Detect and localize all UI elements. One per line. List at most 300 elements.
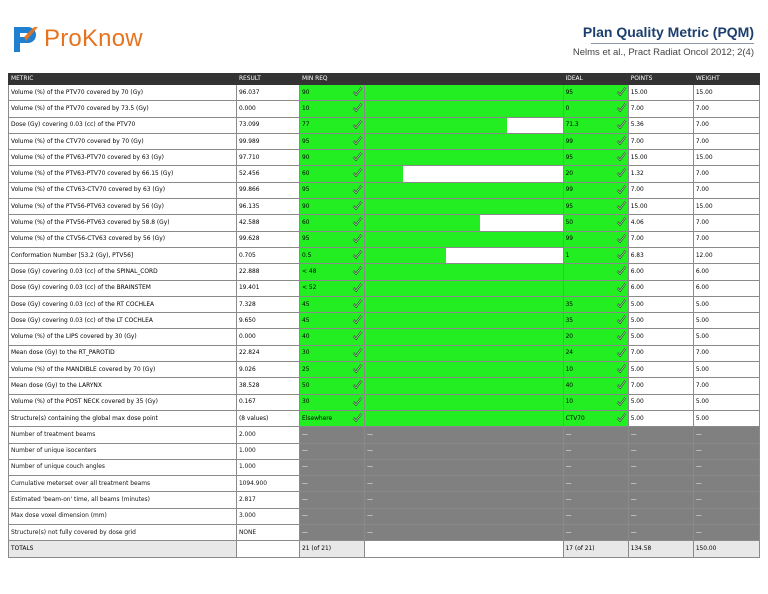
check-icon: [352, 233, 363, 244]
weight-cell: 5.00: [693, 313, 759, 329]
min-req-cell: [300, 166, 365, 182]
min-req-value: 90: [302, 203, 310, 210]
weight-cell: 15.00: [693, 150, 759, 166]
totals-result: [236, 541, 299, 557]
ideal-value: 99: [565, 138, 574, 145]
min-req-value: Elsewhere: [302, 415, 333, 422]
ideal-value: 99: [565, 187, 574, 194]
result-cell: 9.650: [236, 313, 299, 329]
check-icon: [352, 216, 363, 227]
metric-cell: Structure(s) containing the global max dose point: [9, 410, 237, 426]
ideal-value: 35: [565, 317, 574, 324]
weight-cell: 5.00: [693, 410, 759, 426]
metric-cell: Volume (%) of the PTV56-PTV63 covered by 56 (Gy): [9, 199, 237, 215]
result-cell: 96.037: [236, 85, 299, 101]
result-cell: 22.888: [236, 264, 299, 280]
score-bar-cell: —: [365, 492, 563, 508]
table-row: [9, 85, 760, 101]
check-icon: [352, 265, 363, 276]
weight-cell: —: [693, 443, 759, 459]
ideal-cell: [563, 101, 628, 117]
weight-cell: 7.00: [693, 231, 759, 247]
score-bar-fill: [365, 378, 562, 393]
points-cell: 5.00: [628, 313, 693, 329]
ideal-cell: —: [563, 459, 628, 475]
min-req-cell: [300, 296, 365, 312]
score-bar-cell: [365, 166, 563, 182]
result-cell: 19.401: [236, 280, 299, 296]
score-bar-fill: [365, 281, 562, 296]
score-bar-fill: [365, 346, 562, 361]
points-cell: 7.00: [628, 231, 693, 247]
table-row: [9, 345, 760, 361]
min-req-value: < 48: [302, 268, 317, 275]
result-cell: 0.705: [236, 247, 299, 263]
result-cell: 42.588: [236, 215, 299, 231]
table-row: [9, 362, 760, 378]
weight-cell: 7.00: [693, 101, 759, 117]
table-row: [9, 101, 760, 117]
ideal-cell: [563, 247, 628, 263]
score-bar-fill: [365, 150, 562, 165]
metric-cell: Number of unique couch angles: [9, 459, 237, 475]
points-cell: —: [628, 476, 693, 492]
score-bar-cell: [365, 215, 563, 231]
weight-cell: —: [693, 508, 759, 524]
check-icon: [616, 363, 627, 374]
ideal-cell: [563, 378, 628, 394]
ideal-cell: [563, 166, 628, 182]
check-icon: [616, 135, 627, 146]
points-cell: 4.06: [628, 215, 693, 231]
weight-cell: 7.00: [693, 215, 759, 231]
weight-cell: 6.00: [693, 264, 759, 280]
check-icon: [352, 184, 363, 195]
check-icon: [616, 184, 627, 195]
col-ideal: IDEAL: [563, 74, 628, 85]
points-cell: 15.00: [628, 199, 693, 215]
points-cell: 7.00: [628, 101, 693, 117]
ideal-cell: [563, 182, 628, 198]
score-bar-cell: [365, 362, 563, 378]
weight-cell: 7.00: [693, 117, 759, 133]
score-bar-fill: [365, 134, 562, 149]
min-req-cell: [300, 150, 365, 166]
info-row: [9, 427, 760, 443]
info-row: [9, 443, 760, 459]
check-icon: [352, 119, 363, 130]
metric-cell: Mean dose (Gy) to the RT_PAROTID: [9, 345, 237, 361]
min-req-value: 30: [302, 350, 310, 357]
check-icon: [616, 151, 627, 162]
check-icon: [616, 233, 627, 244]
ideal-cell: —: [563, 492, 628, 508]
score-bar-cell: [365, 117, 563, 133]
min-req-cell: —: [300, 525, 365, 541]
ideal-cell: [563, 264, 628, 280]
metric-cell: Volume (%) of the PTV70 covered by 73.5 (Gy): [9, 101, 237, 117]
min-req-value: 40: [302, 334, 310, 341]
score-bar-cell: —: [365, 508, 563, 524]
col-min-req: MIN REQ: [300, 74, 365, 85]
check-icon: [352, 412, 363, 423]
check-icon: [616, 200, 627, 211]
ideal-value: 20: [565, 171, 574, 178]
points-cell: 7.00: [628, 182, 693, 198]
score-bar-cell: —: [365, 525, 563, 541]
metric-cell: Number of unique isocenters: [9, 443, 237, 459]
weight-cell: —: [693, 525, 759, 541]
score-bar-fill: [365, 183, 562, 198]
metric-cell: Volume (%) of the CTV63-CTV70 covered by 63 (Gy): [9, 182, 237, 198]
check-icon: [616, 412, 627, 423]
score-bar-fill: [365, 313, 562, 328]
metric-cell: Volume (%) of the CTV56-CTV63 covered by 56 (Gy): [9, 231, 237, 247]
weight-cell: 7.00: [693, 345, 759, 361]
min-req-value: 25: [302, 366, 310, 373]
weight-cell: —: [693, 459, 759, 475]
check-icon: [352, 330, 363, 341]
min-req-cell: [300, 85, 365, 101]
result-cell: 7.328: [236, 296, 299, 312]
min-req-cell: [300, 117, 365, 133]
score-bar-cell: [365, 378, 563, 394]
min-req-value: 60: [302, 220, 310, 227]
totals-bar: [365, 541, 563, 557]
metric-cell: Dose (Gy) covering 0.03 (cc) of the RT COCHLEA: [9, 296, 237, 312]
totals-row: [9, 541, 760, 557]
check-icon: [352, 363, 363, 374]
min-req-cell: [300, 231, 365, 247]
result-cell: 97.710: [236, 150, 299, 166]
score-bar-cell: [365, 296, 563, 312]
metric-cell: Max dose voxel dimension (mm): [9, 508, 237, 524]
ideal-cell: [563, 280, 628, 296]
weight-cell: 6.00: [693, 280, 759, 296]
table-row: [9, 313, 760, 329]
check-icon: [616, 379, 627, 390]
table-row: [9, 280, 760, 296]
metric-cell: Dose (Gy) covering 0.03 (cc) of the BRAINSTEM: [9, 280, 237, 296]
metric-cell: Volume (%) of the PTV70 covered by 70 (Gy): [9, 85, 237, 101]
ideal-cell: —: [563, 476, 628, 492]
result-cell: 1094.900: [236, 476, 299, 492]
min-req-value: 45: [302, 301, 310, 308]
weight-cell: 5.00: [693, 329, 759, 345]
score-bar-fill: [365, 85, 562, 100]
pqm-table: [8, 73, 760, 558]
points-cell: 5.36: [628, 117, 693, 133]
min-req-cell: —: [300, 476, 365, 492]
points-cell: —: [628, 427, 693, 443]
score-bar-fill: [365, 264, 562, 279]
points-cell: 7.00: [628, 133, 693, 149]
check-icon: [616, 330, 627, 341]
score-bar-cell: [365, 150, 563, 166]
result-cell: 2.000: [236, 427, 299, 443]
points-cell: —: [628, 525, 693, 541]
score-bar-fill: [365, 215, 480, 230]
ideal-value: 95: [565, 89, 574, 96]
col-metric: METRIC: [9, 74, 237, 85]
points-cell: 5.00: [628, 329, 693, 345]
score-bar-cell: —: [365, 459, 563, 475]
points-cell: 5.00: [628, 362, 693, 378]
table-row: [9, 117, 760, 133]
ideal-cell: [563, 215, 628, 231]
metric-cell: Volume (%) of the CTV70 covered by 70 (Gy): [9, 133, 237, 149]
header-divider: [591, 43, 754, 44]
points-cell: 5.00: [628, 394, 693, 410]
weight-cell: —: [693, 492, 759, 508]
check-icon: [616, 282, 627, 293]
score-bar-cell: —: [365, 476, 563, 492]
result-cell: 9.026: [236, 362, 299, 378]
weight-cell: 7.00: [693, 182, 759, 198]
table-row: [9, 199, 760, 215]
proknow-logo: [12, 22, 143, 56]
min-req-value: 90: [302, 89, 310, 96]
min-req-cell: —: [300, 459, 365, 475]
metric-cell: Conformation Number [53.2 (Gy), PTV56]: [9, 247, 237, 263]
score-bar-fill: [365, 248, 446, 263]
ideal-cell: [563, 133, 628, 149]
score-bar-cell: [365, 264, 563, 280]
min-req-value: 95: [302, 236, 310, 243]
result-cell: 2.817: [236, 492, 299, 508]
points-cell: —: [628, 443, 693, 459]
metric-cell: Volume (%) of the POST NECK covered by 35 (Gy): [9, 394, 237, 410]
check-icon: [352, 347, 363, 358]
table-row: [9, 394, 760, 410]
score-bar-fill: [365, 411, 562, 426]
report-citation: Nelms et al., Pract Radiat Oncol 2012; 2(4): [572, 47, 754, 58]
table-body: [9, 85, 760, 558]
min-req-value: < 52: [302, 285, 317, 292]
result-cell: 3.000: [236, 508, 299, 524]
metric-cell: Volume (%) of the PTV56-PTV63 covered by 58.8 (Gy): [9, 215, 237, 231]
check-icon: [352, 396, 363, 407]
table-row: [9, 150, 760, 166]
min-req-value: 77: [302, 122, 310, 129]
weight-cell: 7.00: [693, 166, 759, 182]
metric-cell: Mean dose (Gy) to the LARYNX: [9, 378, 237, 394]
score-bar-fill: [365, 118, 507, 133]
check-icon: [616, 167, 627, 178]
check-icon: [352, 249, 363, 260]
ideal-cell: [563, 85, 628, 101]
ideal-cell: [563, 117, 628, 133]
table-row: [9, 247, 760, 263]
metric-cell: Cumulative meterset over all treatment beams: [9, 476, 237, 492]
ideal-cell: [563, 394, 628, 410]
weight-cell: 7.00: [693, 378, 759, 394]
points-cell: 5.00: [628, 410, 693, 426]
points-cell: 6.00: [628, 264, 693, 280]
min-req-cell: [300, 345, 365, 361]
points-cell: 5.00: [628, 296, 693, 312]
col-bar: [365, 74, 563, 85]
score-bar-cell: [365, 199, 563, 215]
metric-cell: Volume (%) of the LIPS covered by 30 (Gy): [9, 329, 237, 345]
score-bar-cell: —: [365, 443, 563, 459]
points-cell: 1.32: [628, 166, 693, 182]
points-cell: 15.00: [628, 150, 693, 166]
check-icon: [616, 396, 627, 407]
min-req-cell: —: [300, 492, 365, 508]
report-title: Plan Quality Metric (PQM): [582, 24, 754, 40]
table-row: [9, 378, 760, 394]
ideal-cell: —: [563, 508, 628, 524]
check-icon: [352, 86, 363, 97]
check-icon: [616, 86, 627, 97]
ideal-value: 71.3: [565, 122, 579, 129]
check-icon: [616, 314, 627, 325]
points-cell: 7.00: [628, 378, 693, 394]
check-icon: [352, 135, 363, 146]
min-req-value: 95: [302, 187, 310, 194]
col-result: RESULT: [236, 74, 299, 85]
table-header-row: [9, 74, 760, 85]
table-row: [9, 410, 760, 426]
score-bar-fill: [365, 199, 562, 214]
points-cell: —: [628, 508, 693, 524]
weight-cell: —: [693, 476, 759, 492]
ideal-cell: [563, 329, 628, 345]
check-icon: [352, 200, 363, 211]
min-req-value: 95: [302, 138, 310, 145]
ideal-value: 24: [565, 350, 574, 357]
min-req-cell: —: [300, 427, 365, 443]
weight-cell: 5.00: [693, 296, 759, 312]
ideal-cell: —: [563, 427, 628, 443]
score-bar-cell: —: [365, 427, 563, 443]
table-row: [9, 215, 760, 231]
check-icon: [616, 119, 627, 130]
points-cell: 6.00: [628, 280, 693, 296]
score-bar-fill: [365, 362, 562, 377]
totals-points: 134.58: [628, 541, 693, 557]
ideal-value: 10: [565, 366, 574, 373]
ideal-cell: [563, 362, 628, 378]
score-bar-fill: [365, 395, 562, 410]
info-row: [9, 492, 760, 508]
points-cell: 7.00: [628, 345, 693, 361]
result-cell: 1.000: [236, 459, 299, 475]
ideal-value: 99: [565, 236, 574, 243]
ideal-cell: [563, 313, 628, 329]
result-cell: 99.866: [236, 182, 299, 198]
table-row: [9, 264, 760, 280]
ideal-cell: —: [563, 525, 628, 541]
info-row: [9, 476, 760, 492]
min-req-cell: [300, 133, 365, 149]
totals-min: 21 (of 21): [300, 541, 365, 557]
ideal-cell: [563, 296, 628, 312]
info-row: [9, 525, 760, 541]
check-icon: [352, 379, 363, 390]
score-bar-fill: [365, 297, 562, 312]
min-req-cell: [300, 313, 365, 329]
min-req-value: 50: [302, 382, 310, 389]
min-req-cell: —: [300, 508, 365, 524]
ideal-cell: [563, 345, 628, 361]
table-row: [9, 182, 760, 198]
points-cell: —: [628, 459, 693, 475]
check-icon: [352, 151, 363, 162]
check-icon: [352, 102, 363, 113]
table-row: [9, 231, 760, 247]
min-req-value: 10: [302, 105, 310, 112]
ideal-cell: [563, 231, 628, 247]
totals-label: TOTALS: [9, 541, 237, 557]
min-req-cell: [300, 362, 365, 378]
ideal-value: 50: [565, 220, 574, 227]
result-cell: 0.167: [236, 394, 299, 410]
metric-cell: Volume (%) of the MANDIBLE covered by 70 (Gy): [9, 362, 237, 378]
min-req-cell: [300, 182, 365, 198]
result-cell: 38.528: [236, 378, 299, 394]
min-req-cell: [300, 264, 365, 280]
points-cell: 15.00: [628, 85, 693, 101]
min-req-cell: [300, 101, 365, 117]
result-cell: 73.099: [236, 117, 299, 133]
score-bar-cell: [365, 313, 563, 329]
ideal-value: 10: [565, 399, 574, 406]
ideal-value: 95: [565, 203, 574, 210]
min-req-cell: [300, 410, 365, 426]
report-header: [573, 24, 754, 58]
result-cell: 0.000: [236, 329, 299, 345]
check-icon: [352, 167, 363, 178]
table-row: [9, 166, 760, 182]
weight-cell: 12.00: [693, 247, 759, 263]
ideal-value: 1: [565, 252, 570, 259]
min-req-cell: [300, 329, 365, 345]
min-req-cell: [300, 280, 365, 296]
score-bar-fill: [365, 166, 403, 181]
table-row: [9, 329, 760, 345]
result-cell: 1.000: [236, 443, 299, 459]
result-cell: 52.456: [236, 166, 299, 182]
weight-cell: 15.00: [693, 85, 759, 101]
weight-cell: 15.00: [693, 199, 759, 215]
table-row: [9, 133, 760, 149]
min-req-value: 60: [302, 171, 310, 178]
check-icon: [616, 216, 627, 227]
min-req-cell: [300, 215, 365, 231]
metric-cell: Dose (Gy) covering 0.03 (cc) of the SPINAL_CORD: [9, 264, 237, 280]
table-row: [9, 296, 760, 312]
check-icon: [616, 265, 627, 276]
score-bar-cell: [365, 329, 563, 345]
min-req-value: 0.5: [302, 252, 312, 259]
weight-cell: 5.00: [693, 362, 759, 378]
weight-cell: 5.00: [693, 394, 759, 410]
metric-cell: Dose (Gy) covering 0.03 (cc) of the PTV70: [9, 117, 237, 133]
ideal-value: 0: [565, 105, 570, 112]
score-bar-cell: [365, 101, 563, 117]
ideal-value: 95: [565, 154, 574, 161]
min-req-value: 30: [302, 399, 310, 406]
check-icon: [616, 298, 627, 309]
score-bar-cell: [365, 85, 563, 101]
min-req-value: 45: [302, 317, 310, 324]
score-bar-fill: [365, 101, 562, 116]
ideal-cell: [563, 410, 628, 426]
check-icon: [352, 298, 363, 309]
col-points: POINTS: [628, 74, 693, 85]
